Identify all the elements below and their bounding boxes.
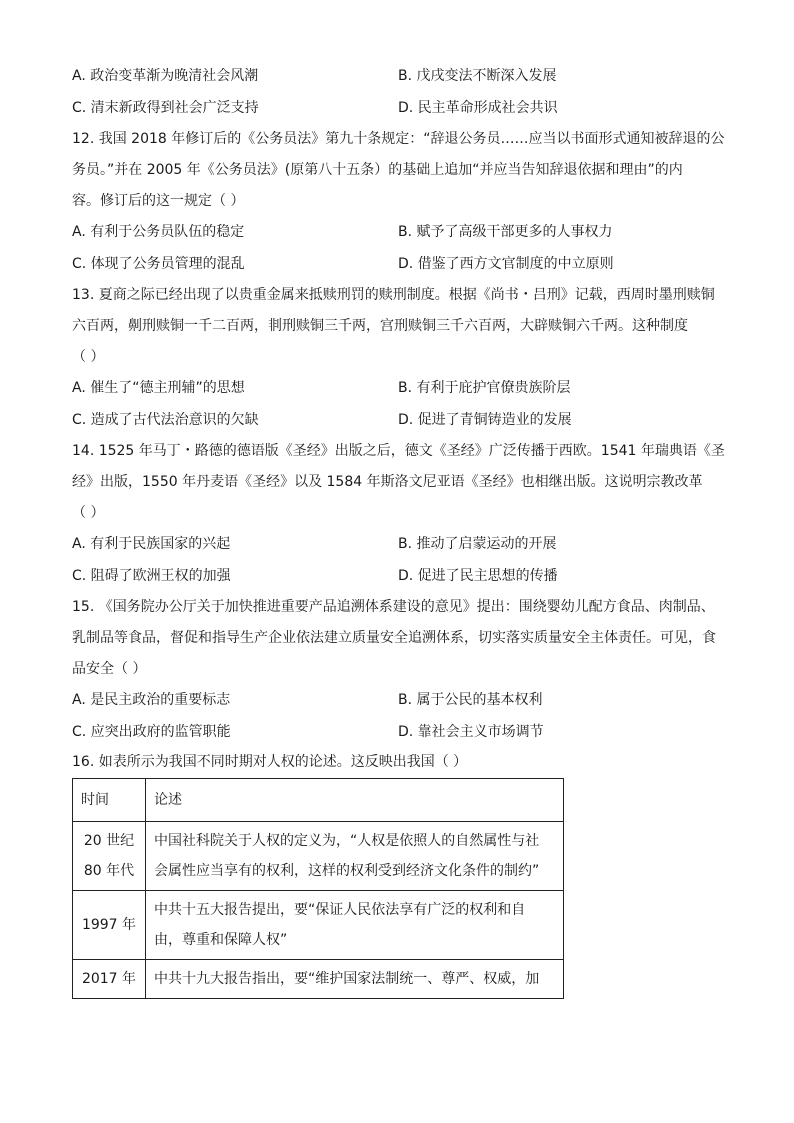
q15-stem-line-1: 15. 《国务院办公厅关于加快推进重要产品追溯体系建设的意见》提出：围绕婴幼儿配方食品、肉制品、 — [72, 599, 715, 615]
q14-stem-line-3: （ ） — [72, 505, 105, 521]
q11-option-d[interactable]: D. 民主革命形成社会共识 — [398, 100, 558, 116]
q13-option-b[interactable]: B. 有利于庇护官僚贵族阶层 — [398, 380, 571, 396]
q14-option-c[interactable]: C. 阻碍了欧洲王权的加强 — [72, 568, 231, 584]
q16-row1-time-line-2: 80 年代 — [83, 863, 135, 879]
q11-option-a[interactable]: A. 政治变革渐为晚清社会风潮 — [72, 68, 259, 84]
q16-row2-text-line-1: 中共十五大报告提出，要“保证人民依法享有广泛的权利和自 — [154, 902, 526, 918]
table-row — [73, 960, 564, 999]
table-row — [73, 822, 564, 891]
q16-row1-text-line-1: 中国社科院关于人权的定义为，“人权是依照人的自然属性与社 — [154, 833, 540, 849]
q15-option-c[interactable]: C. 应突出政府的监管职能 — [72, 724, 231, 740]
q15-option-d[interactable]: D. 靠社会主义市场调节 — [398, 724, 544, 740]
q16-row1-text — [146, 822, 564, 891]
table-row — [73, 891, 564, 960]
q11-option-b[interactable]: B. 戊戌变法不断深入发展 — [398, 68, 557, 84]
q14-option-b[interactable]: B. 推动了启蒙运动的开展 — [398, 536, 557, 552]
q14-stem-line-1: 14. 1525 年马丁・路德的德语版《圣经》出版之后，德文《圣经》广泛传播于西欧。1541 年瑞典语《圣 — [72, 443, 725, 459]
q12-stem-line-2: 务员。”并在 2005 年《公务员法》(原第八十五条）的基础上追加“并应当告知辞退依据和理由”的内 — [72, 162, 683, 178]
q16-table-header-row — [73, 779, 564, 822]
q16-row1-time-line-1: 20 世纪 — [83, 833, 135, 849]
q12-stem-line-1: 12. 我国 2018 年修订后的《公务员法》第九十条规定：“辞退公务员……应当以书面形式通知被辞退的公 — [72, 131, 725, 147]
q13-stem-line-3: （ ） — [72, 349, 105, 365]
q16-row1-time — [73, 822, 146, 891]
q16-stem: 16. 如表所示为我国不同时期对人权的论述。这反映出我国（ ） — [72, 754, 468, 770]
q16-header-time: 时间 — [73, 779, 146, 822]
q16-row1-text-line-2: 会属性应当享有的权利，这样的权利受到经济文化条件的制约” — [154, 863, 540, 879]
q11-option-c[interactable]: C. 清末新政得到社会广泛支持 — [72, 100, 259, 116]
q14-stem-line-2: 经》出版，1550 年丹麦语《圣经》以及 1584 年斯洛文尼亚语《圣经》也相继出版。这说明宗教改革 — [72, 474, 703, 490]
q16-row3-text: 中共十九大报告指出，要“维护国家法制统一、尊严、权威，加 — [146, 960, 564, 999]
q16-header-text: 论述 — [146, 779, 564, 822]
q14-option-a[interactable]: A. 有利于民族国家的兴起 — [72, 536, 231, 552]
q15-option-a[interactable]: A. 是民主政治的重要标志 — [72, 692, 231, 708]
q12-stem-line-3: 容。修订后的这一规定（ ） — [72, 193, 245, 209]
q15-stem-line-2: 乳制品等食品，督促和指导生产企业依法建立质量安全追溯体系，切实落实质量安全主体责任。可见，食 — [72, 630, 716, 646]
q12-option-a[interactable]: A. 有利于公务员队伍的稳定 — [72, 224, 245, 240]
q13-stem-line-2: 六百两，劓刑赎铜一千二百两，剕刑赎铜三千两，宫刑赎铜三千六百两，大辟赎铜六千两。这种制度 — [72, 318, 688, 334]
q15-stem-line-3: 品安全（ ） — [72, 661, 147, 677]
q13-option-d[interactable]: D. 促进了青铜铸造业的发展 — [398, 412, 572, 428]
q13-option-a[interactable]: A. 催生了“德主刑辅”的思想 — [72, 380, 245, 396]
q16-row2-text — [146, 891, 564, 960]
q12-option-d[interactable]: D. 借鉴了西方文官制度的中立原则 — [398, 256, 614, 272]
q13-stem-line-1: 13. 夏商之际已经出现了以贵重金属来抵赎刑罚的赎刑制度。根据《尚书・吕刑》记载，西周时墨刑赎铜 — [72, 287, 715, 303]
q12-option-b[interactable]: B. 赋予了高级干部更多的人事权力 — [398, 224, 613, 240]
q16-row2-text-line-2: 由，尊重和保障人权” — [154, 932, 288, 948]
q16-row3-time: 2017 年 — [73, 960, 146, 999]
q12-option-c[interactable]: C. 体现了公务员管理的混乱 — [72, 256, 245, 272]
q16-table — [72, 778, 564, 999]
q13-option-c[interactable]: C. 造成了古代法治意识的欠缺 — [72, 412, 259, 428]
q15-option-b[interactable]: B. 属于公民的基本权利 — [398, 692, 543, 708]
q14-option-d[interactable]: D. 促进了民主思想的传播 — [398, 568, 558, 584]
q16-row2-time: 1997 年 — [73, 891, 146, 960]
